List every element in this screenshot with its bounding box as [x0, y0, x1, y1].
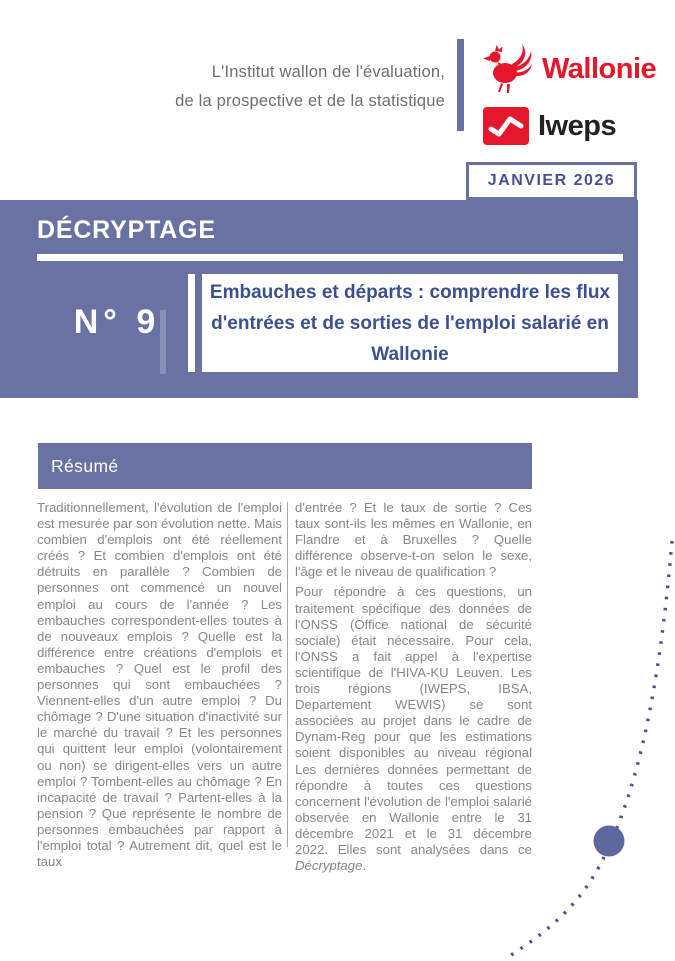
resume-paragraph: [295, 584, 532, 874]
resume-section-header: [38, 443, 532, 489]
issue-number-accent-bar: [160, 310, 166, 374]
institute-name-line2: de la prospective et de la statistique: [175, 92, 445, 110]
resume-paragraph-period: .: [362, 858, 367, 874]
resume-column-left: [37, 500, 282, 874]
publication-title-box: [202, 274, 618, 372]
rooster-icon: [483, 40, 533, 99]
publication-title: Embauches et départs : comprendre les flux d'entrées et de sorties de l'emploi salarié en Wallonie: [209, 281, 611, 365]
resume-column-right: [295, 500, 532, 878]
resume-paragraph: d'entrée ? Et le taux de sortie ? Ces taux sont-ils les mêmes en Wallonie, en Flandre et à Bruxelles ? Quelle différence observe-t-on selon le sexe, l'âge et le niveau de qualification ?: [295, 500, 532, 580]
logo-divider: [457, 39, 464, 131]
issue-number: N° 9: [73, 303, 161, 341]
iweps-logo-text: Iweps: [538, 109, 617, 142]
decryptage-italic: Décryptage: [295, 858, 363, 874]
column-divider: [287, 502, 288, 847]
iweps-logo: [483, 107, 658, 145]
resume-paragraph: Traditionnellement, l'évolution de l'emploi est mesurée par son évolution nette. Mais combien d'emplois ont été réellement créés ? Et combien d'emplois ont été détruits en parallèle ? Combien de personnes ont commencé un nouvel emploi au cours de l'année ? Les embauches correspondent-elles toutes à de nouveaux emplois ? Quelle est la différence entre créations d'emplois et embauches ? Quel est le profil des personnes qui sont embauchées ? Viennent-elles d'un autre emploi ? Du chômage ? D'une situation d'inactivité sur le marché du travail ? Et les personnes qui quittent leur emploi (volontairement ou non) se dirigent-elles vers un autre emploi ? Tombent-elles au chômage ? En incapacité de travail ? Partent-elles à la pension ? Que représente le nombre de personnes embauchées par rapport à l'emploi total ? Autrement dit, quel est le taux: [37, 500, 282, 870]
wallonie-logo: [483, 40, 658, 99]
series-underline: [37, 254, 623, 261]
title-box-left-bar: [188, 274, 195, 372]
date-badge: JANVIER 2026: [466, 162, 637, 200]
series-banner: [0, 200, 638, 398]
series-title: DÉCRYPTAGE: [37, 216, 216, 244]
resume-heading: Résumé: [51, 455, 119, 476]
accent-circle: [594, 826, 625, 857]
institute-name: [175, 58, 445, 116]
iweps-chart-icon: [483, 107, 529, 145]
institute-name-line1: L'Institut wallon de l'évaluation,: [211, 63, 445, 81]
logo-block: [483, 40, 658, 145]
resume-paragraph-text: Pour répondre à ces questions, un traitement spécifique des données de l'ONSS (Office national de sécurité sociale) était nécessaire. Pour cela, l'ONSS a fait appel à l'expertise scientifique de l'HIVA-KU Leuven. Les trois régions (IWEPS, IBSA, Departement WEWIS) se sont associées au projet dans le cadre de Dynam-Reg pour que les estimations soient disponibles au niveau régional Les dernières données permettant de répondre à toutes ces questions concernent l'évolution de l'emploi salarié observée en Wallonie entre le 31 décembre 2021 et le 31 décembre 2022. Elles sont analysées dans ce: [295, 584, 532, 857]
wallonie-logo-text: Wallonie: [542, 53, 657, 85]
